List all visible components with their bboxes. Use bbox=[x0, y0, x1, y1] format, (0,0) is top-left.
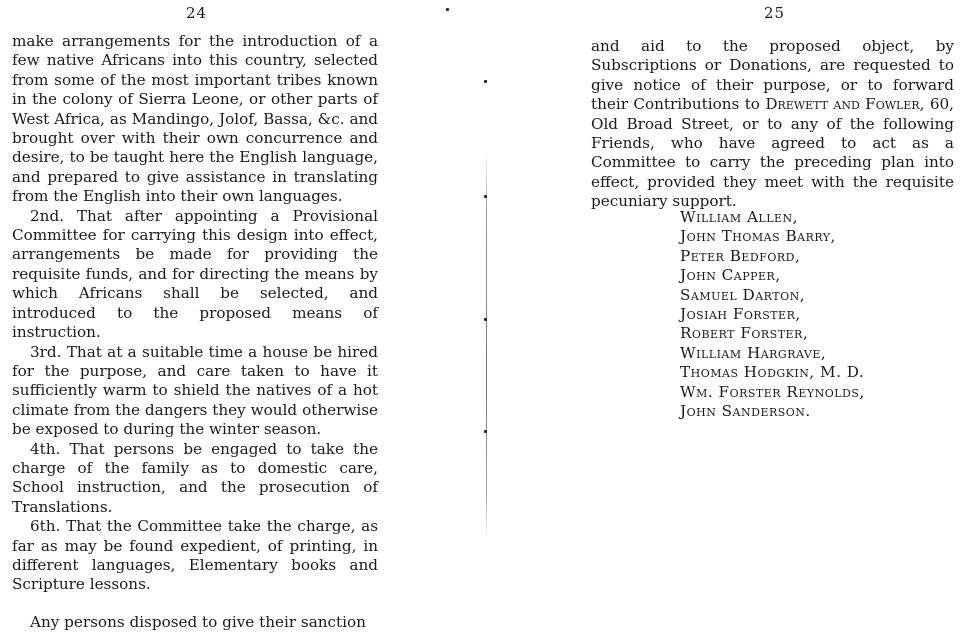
committee-member: Samuel Darton, bbox=[680, 285, 806, 304]
committee-member: John Thomas Barry, bbox=[680, 227, 836, 246]
page-number-right: 25 bbox=[764, 4, 786, 22]
committee-member: John Sanderson. bbox=[680, 402, 811, 421]
paragraph-continued: make arrangements for the introduction of a few native Africans into this country, selected from some of the most important tribes known in the colony of Sierra Leone, or other parts of West Africa, as Mandingo, Jolof, Bassa, &c. and brought over with their own concurrence and desire, to be taught here the English language, and prepared to give assistance in translating from the English into their own languages. bbox=[12, 32, 378, 206]
committee-member: William Allen, bbox=[680, 208, 799, 226]
page-number-left: 24 bbox=[186, 4, 208, 22]
committee-list bbox=[680, 208, 865, 421]
committee-member: Thomas Hodgkin, M. D. bbox=[680, 363, 865, 382]
paragraph-sixth-resolution: 6th. That the Committee take the charge, as far as may be found expedient, of printing, in different languages, Elementary books and Scripture lessons. bbox=[12, 517, 378, 594]
speck-mark bbox=[484, 80, 487, 83]
paragraph-fourth-resolution: 4th. That persons be engaged to take the charge of the family as to domestic care, School instruction, and the prosecution of Translations. bbox=[12, 439, 378, 516]
committee-member: Peter Bedford, bbox=[680, 246, 801, 265]
committee-member: William Hargrave, bbox=[680, 343, 827, 362]
right-page-text bbox=[591, 37, 954, 212]
committee-member: John Capper, bbox=[680, 266, 781, 285]
firm-name: Drewett and Fowler bbox=[765, 95, 920, 114]
paragraph-second-resolution: 2nd. That after appointing a Provisional Committee for carrying this design into effect, arrangements be made for providing the requisite funds, and for directing the means by which Africans shall be selected, and introduced to the proposed means of instruction. bbox=[12, 206, 378, 342]
speck-mark bbox=[484, 195, 487, 198]
paragraph-third-resolution: 3rd. That at a suitable time a house be hired for the purpose, and care taken to have it sufficiently warm to shield the natives of a hot climate from the dangers they would otherwise be exposed to during the winter season. bbox=[12, 342, 378, 439]
text-before-firm: and aid to the proposed object, by Subscriptions or Donations, are requested to give notice of their purpose, or to forward their Contributions to bbox=[591, 37, 954, 114]
paragraph-sanction-continued bbox=[591, 37, 954, 212]
speck-mark bbox=[446, 8, 449, 11]
paragraph-sanction-start: Any persons disposed to give their sanction bbox=[30, 612, 366, 631]
gutter-binding-line bbox=[486, 150, 487, 540]
committee-member: Wm. Forster Reynolds, bbox=[680, 382, 865, 401]
speck-mark bbox=[484, 318, 487, 321]
committee-member: Josiah Forster, bbox=[680, 305, 801, 324]
left-page-text bbox=[12, 32, 378, 632]
speck-mark bbox=[484, 430, 487, 433]
committee-member: Robert Forster, bbox=[680, 324, 809, 343]
text-after-firm: , 60, Old Broad Street, or to any of the following Friends, who have agreed to act as a Committee to carry the preceding plan into effect, provided they meet with the requisite pecuniary support. bbox=[591, 95, 954, 211]
